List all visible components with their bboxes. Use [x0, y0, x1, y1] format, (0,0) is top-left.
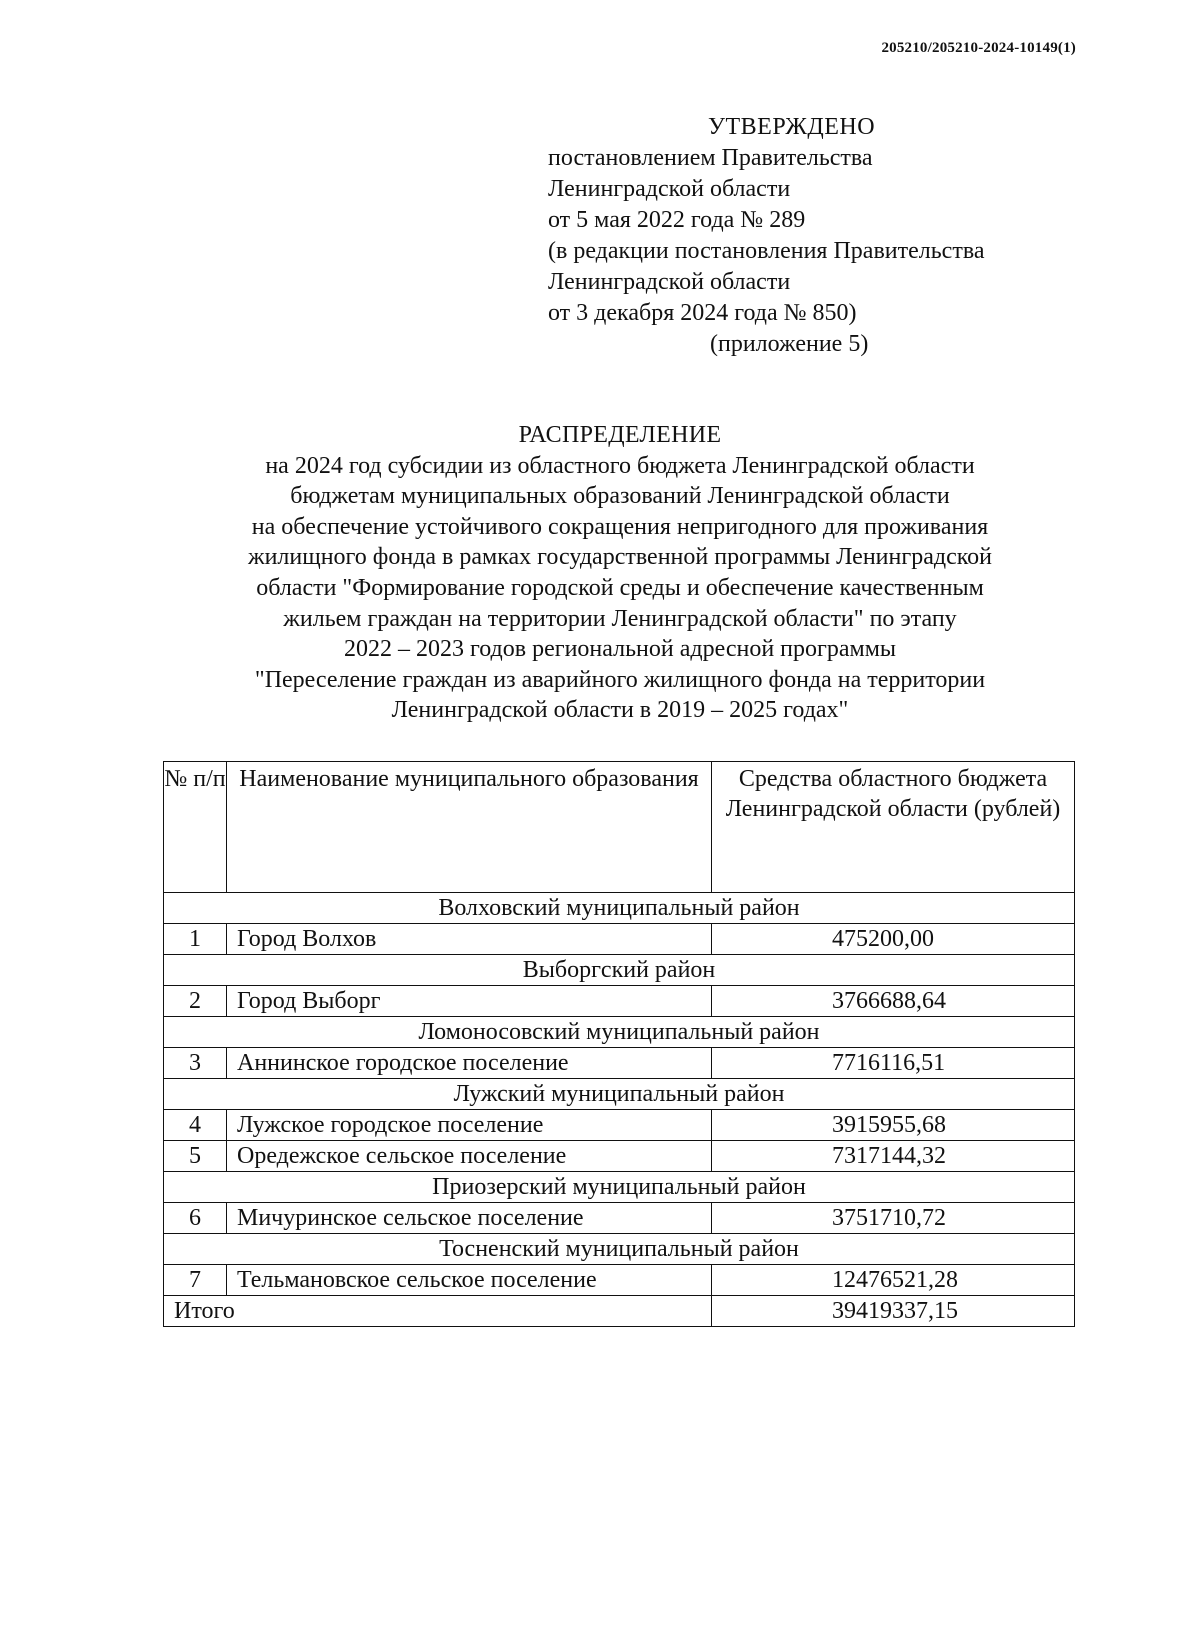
row-amount: 3915955,68: [712, 1110, 1075, 1141]
heading-title: РАСПРЕДЕЛЕНИЕ: [518, 422, 722, 448]
row-num: 3: [164, 1048, 227, 1079]
header-num: № п/п: [164, 762, 227, 893]
district-row: [164, 1017, 1075, 1048]
district-name: Волховский муниципальный район: [164, 893, 1075, 924]
row-num: 1: [164, 924, 227, 955]
header-name: Наименование муниципального образования: [227, 762, 712, 893]
district-name: Приозерский муниципальный район: [164, 1172, 1075, 1203]
approval-line: постановлением Правительства: [548, 145, 873, 171]
row-num: 4: [164, 1110, 227, 1141]
table-header-row: [164, 762, 1075, 893]
district-name: Лужский муниципальный район: [164, 1079, 1075, 1110]
row-name: Аннинское городское поселение: [227, 1048, 712, 1079]
district-row: [164, 955, 1075, 986]
heading-line: "Переселение граждан из аварийного жилищного фонда на территории: [254, 666, 986, 693]
document-heading: [0, 420, 1200, 726]
district-name: Ломоносовский муниципальный район: [164, 1017, 1075, 1048]
row-name: Мичуринское сельское поселение: [227, 1203, 712, 1234]
heading-line: на 2024 год субсидии из областного бюджета Ленинградской области: [265, 452, 975, 479]
heading-line: 2022 – 2023 годов региональной адресной программы: [343, 636, 897, 663]
heading-line: области "Формирование городской среды и обеспечение качественным: [256, 574, 984, 601]
total-row: [164, 1296, 1075, 1327]
total-amount: 39419337,15: [712, 1296, 1075, 1327]
row-name: Оредежское сельское поселение: [227, 1141, 712, 1172]
heading-line: жилищного фонда в рамках государственной программы Ленинградской: [247, 544, 993, 571]
distribution-table: [163, 761, 1075, 1327]
row-num: 2: [164, 986, 227, 1017]
district-row: [164, 1172, 1075, 1203]
approval-title: УТВЕРЖДЕНО: [708, 114, 876, 140]
table-row: [164, 1265, 1075, 1296]
row-name: Тельмановское сельское поселение: [227, 1265, 712, 1296]
table-row: [164, 1203, 1075, 1234]
row-name: Лужское городское поселение: [227, 1110, 712, 1141]
table-row: [164, 986, 1075, 1017]
approval-line: от 3 декабря 2024 года № 850): [548, 300, 857, 326]
approval-line: Ленинградской области: [548, 269, 791, 295]
header-amount: Средства областного бюджета Ленинградской области (рублей): [712, 762, 1075, 893]
district-row: [164, 1079, 1075, 1110]
row-name: Город Выборг: [227, 986, 712, 1017]
total-label: Итого: [164, 1296, 712, 1327]
row-amount: 7716116,51: [712, 1048, 1075, 1079]
table-row: [164, 1141, 1075, 1172]
row-num: 7: [164, 1265, 227, 1296]
row-amount: 12476521,28: [712, 1265, 1075, 1296]
row-amount: 7317144,32: [712, 1141, 1075, 1172]
row-num: 5: [164, 1141, 227, 1172]
approval-line: Ленинградской области: [548, 176, 791, 202]
row-num: 6: [164, 1203, 227, 1234]
appendix-label: (приложение 5): [710, 331, 869, 357]
row-amount: 3751710,72: [712, 1203, 1075, 1234]
row-name: Город Волхов: [227, 924, 712, 955]
document-id: 205210/205210-2024-10149(1): [881, 40, 1076, 56]
heading-line: на обеспечение устойчивого сокращения непригодного для проживания: [251, 513, 989, 540]
approval-line: от 5 мая 2022 года № 289: [548, 207, 806, 233]
heading-line: Ленинградской области в 2019 – 2025 годах": [391, 697, 849, 724]
district-name: Тосненский муниципальный район: [164, 1234, 1075, 1265]
heading-line: бюджетам муниципальных образований Ленинградской области: [290, 483, 950, 510]
heading-line: жильем граждан на территории Ленинградской области" по этапу: [283, 605, 957, 632]
approval-line: (в редакции постановления Правительства: [548, 238, 985, 264]
table-row: [164, 924, 1075, 955]
district-name: Выборгский район: [164, 955, 1075, 986]
approval-block: [548, 112, 985, 360]
table-row: [164, 1110, 1075, 1141]
district-row: [164, 1234, 1075, 1265]
row-amount: 3766688,64: [712, 986, 1075, 1017]
table-row: [164, 1048, 1075, 1079]
district-row: [164, 893, 1075, 924]
row-amount: 475200,00: [712, 924, 1075, 955]
